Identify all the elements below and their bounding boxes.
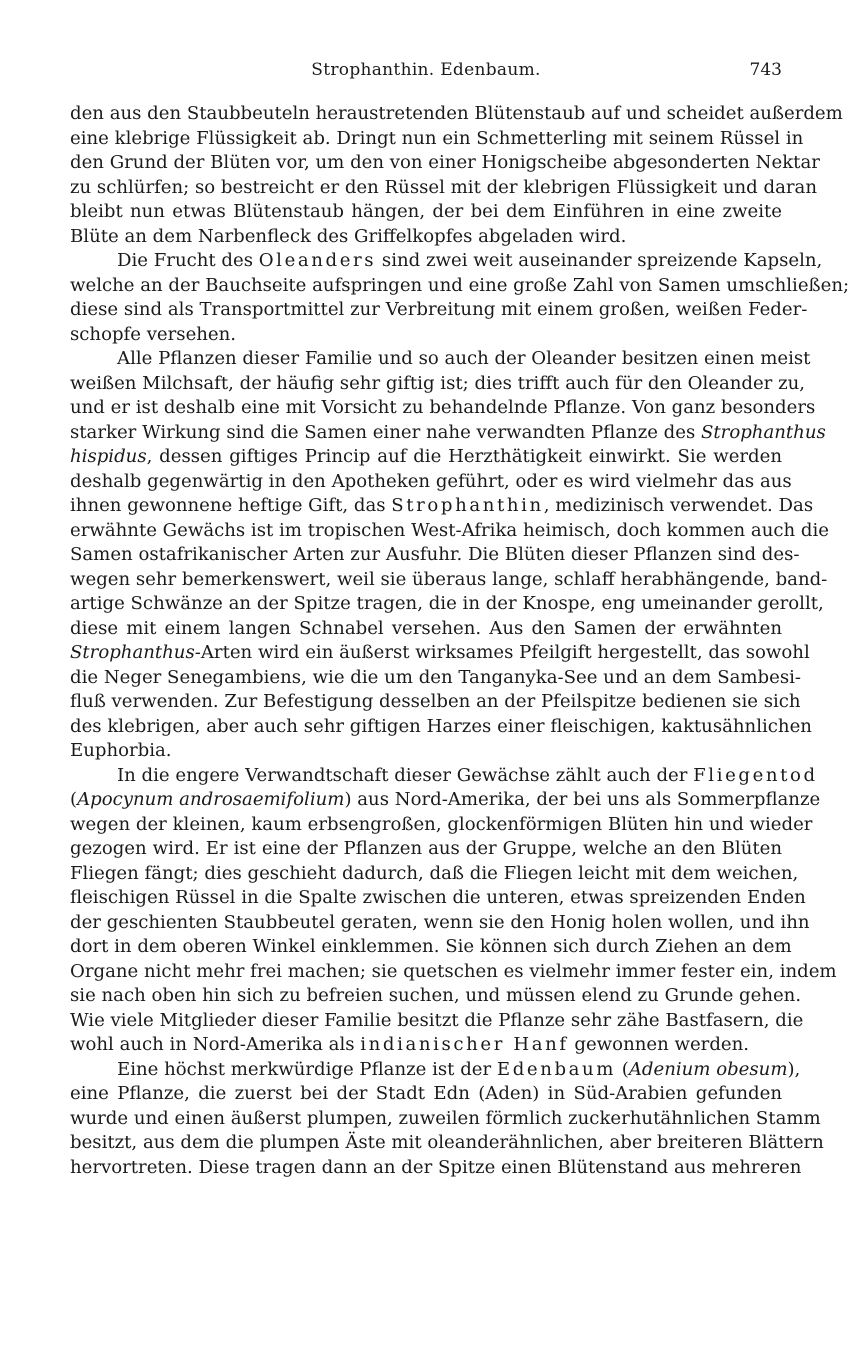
line-text: Die Frucht des: [117, 250, 259, 271]
line-text: starker Wirkung sind die Samen einer nahe verwandten Pflanze des: [70, 421, 702, 443]
line-text: artige Schwänze an der Spitze tragen, die in der Knospe, eng umeinander gerollt,: [70, 593, 824, 614]
line-text: besitzt, aus dem die plumpen Äste mit oleanderähnlichen, aber breiteren Blättern: [70, 1132, 824, 1153]
text-line: [70, 421, 826, 446]
line-text: des klebrigen, aber auch sehr giftigen Harzes einer fleischigen, kaktusähnlichen: [70, 715, 812, 737]
text-line: [70, 960, 837, 985]
spaced-term: Strophanthin: [391, 495, 544, 516]
text-line: [70, 1156, 802, 1181]
text-line: [70, 1107, 821, 1132]
spaced-term: Oleanders: [258, 250, 377, 271]
text-line: [70, 1009, 804, 1034]
line-text: wegen sehr bemerkenswert, weil sie überaus lange, schlaff herabhängende, band-: [70, 568, 828, 590]
italic-term: Apocynum androsaemifolium: [77, 789, 345, 810]
text-line: [70, 739, 782, 764]
text-line: [70, 127, 804, 152]
text-line: [70, 764, 818, 789]
text-line: [70, 641, 810, 666]
line-text: gewonnen werden.: [568, 1034, 750, 1055]
line-text: zu schlürfen; so bestreicht er den Rüssel mit der klebrigen Flüssigkeit und daran: [70, 176, 817, 198]
line-text: fleischigen Rüssel in die Spalte zwischen die unteren, etwas spreizenden Enden: [70, 887, 806, 908]
text-line: [70, 298, 808, 323]
text-line: [70, 715, 812, 740]
text-line: [70, 176, 817, 201]
line-text: Organe nicht mehr frei machen; sie quetschen es vielmehr immer fester ein, indem: [70, 960, 837, 982]
line-text: (: [70, 789, 78, 810]
italic-term: hispidus: [70, 446, 147, 467]
text-line: [70, 862, 799, 887]
line-text: wohl auch in Nord-Amerika als: [70, 1034, 361, 1055]
line-text: hervortreten. Diese tragen dann an der Spitze einen Blütenstand aus mehreren: [70, 1156, 802, 1178]
text-line: [70, 788, 821, 813]
text-line: [70, 372, 806, 397]
line-text: , dessen giftiges Princip auf die Herzthätigkeit einwirkt. Sie werden: [146, 446, 782, 467]
line-text: Samen ostafrikanischer Arten zur Ausfuhr. Die Blüten dieser Pflanzen sind des-: [70, 544, 800, 565]
spaced-term: Edenbaum: [496, 1058, 617, 1080]
line-text: dort in dem oberen Winkel einklemmen. Sie können sich durch Ziehen an dem: [70, 936, 792, 957]
line-text: die Neger Senegambiens, wie die um den Tanganyka-See und an dem Sambesi-: [70, 666, 802, 688]
italic-term: Strophanthus: [70, 642, 195, 663]
text-line: [70, 445, 782, 470]
text-line: [70, 200, 782, 225]
text-line: [70, 813, 813, 838]
body-text: [70, 102, 850, 1180]
text-line: [70, 470, 792, 495]
line-text: sie nach oben hin sich zu befreien suchen, und müssen elend zu Grunde gehen.: [70, 985, 802, 1006]
text-line: [70, 396, 816, 421]
text-line: [70, 935, 792, 960]
line-text: weißen Milchsaft, der häufig sehr giftig ist; dies trifft auch für den Oleander zu,: [70, 372, 806, 394]
text-line: [70, 1033, 782, 1058]
line-text: Euphorbia.: [70, 740, 172, 761]
text-line: [70, 151, 820, 176]
line-text: ),: [787, 1058, 801, 1080]
line-text: schopfe versehen.: [70, 323, 237, 345]
text-line: [70, 1131, 824, 1156]
line-text: Fliegen fängt; dies geschieht dadurch, daß die Fliegen leicht mit dem weichen,: [70, 862, 799, 884]
text-line: [70, 519, 829, 544]
line-text: sind zwei weit auseinander spreizende Kapseln,: [376, 250, 823, 271]
text-line: [70, 225, 782, 250]
text-line: [70, 543, 800, 568]
text-line: [70, 249, 823, 274]
spaced-term: Fliegentod: [693, 764, 818, 786]
line-text: diese mit einem langen Schnabel versehen. Aus den Samen der erwähnten: [70, 617, 782, 639]
text-line: [70, 984, 802, 1009]
line-text: -Arten wird ein äußerst wirksames Pfeilgift hergestellt, das sowohl: [194, 642, 810, 663]
line-text: Blüte an dem Narbenfleck des Griffelkopfes abgeladen wird.: [70, 225, 627, 247]
running-head-title: Strophanthin. Edenbaum.: [311, 60, 541, 80]
text-line: [70, 666, 802, 691]
line-text: ihnen gewonnene heftige Gift, das: [70, 495, 392, 516]
line-text: und er ist deshalb eine mit Vorsicht zu behandelnde Pflanze. Von ganz besonders: [70, 397, 816, 418]
text-line: [70, 690, 801, 715]
line-text: (: [616, 1058, 629, 1080]
line-text: bleibt nun etwas Blütenstaub hängen, der bei dem Einführen in eine zweite: [70, 201, 782, 222]
line-text: gezogen wird. Er ist eine der Pflanzen aus der Gruppe, welche an den Blüten: [70, 838, 782, 859]
text-line: [70, 568, 828, 593]
line-text: diese sind als Transportmittel zur Verbreitung mit einem großen, weißen Feder-: [70, 299, 808, 320]
line-text: Alle Pflanzen dieser Familie und so auch der Oleander besitzen einen meist: [117, 348, 811, 369]
line-text: wegen der kleinen, kaum erbsengroßen, glockenförmigen Blüten hin und wieder: [70, 813, 813, 835]
line-text: Wie viele Mitglieder dieser Familie besitzt die Pflanze sehr zähe Bastfasern, die: [70, 1009, 804, 1031]
text-line: [70, 592, 824, 617]
spaced-term: indianischer Hanf: [360, 1034, 569, 1055]
line-text: eine Pflanze, die zuerst bei der Stadt Edn (Aden) in Süd-Arabien gefunden: [70, 1083, 782, 1104]
line-text: Eine höchst merkwürdige Pflanze ist der: [117, 1058, 497, 1080]
text-line: [70, 886, 806, 911]
text-line: [70, 274, 850, 299]
line-text: der geschienten Staubbeutel geraten, wenn sie den Honig holen wollen, und ihn: [70, 911, 810, 933]
text-line: [70, 1058, 801, 1083]
running-head: [70, 60, 782, 86]
line-text: , medizinisch verwendet. Das: [543, 495, 814, 516]
text-line: [70, 837, 782, 862]
page-number: 743: [749, 60, 782, 80]
line-text: welche an der Bauchseite aufspringen und eine große Zahl von Samen umschließen;: [70, 274, 850, 296]
line-text: den Grund der Blüten vor, um den von einer Honigscheibe abgesonderten Nektar: [70, 152, 820, 173]
line-text: deshalb gegenwärtig in den Apotheken geführt, oder es wird vielmehr das aus: [70, 470, 792, 492]
italic-term: Strophanthus: [701, 421, 826, 443]
line-text: wurde und einen äußerst plumpen, zuweilen förmlich zuckerhutähnlichen Stamm: [70, 1107, 821, 1129]
line-text: den aus den Staubbeuteln heraustretenden Blütenstaub auf und scheidet außerdem: [70, 103, 843, 124]
line-text: ) aus Nord-Amerika, der bei uns als Sommerpflanze: [344, 789, 821, 810]
line-text: erwähnte Gewächs ist im tropischen West-Afrika heimisch, doch kommen auch die: [70, 519, 829, 541]
text-line: [70, 102, 843, 127]
italic-term: Adenium obesum: [628, 1058, 788, 1080]
text-line: [70, 347, 811, 372]
line-text: fluß verwenden. Zur Befestigung desselben an der Pfeilspitze bedienen sie sich: [70, 691, 801, 712]
text-line: [70, 1082, 782, 1107]
text-line: [70, 617, 782, 642]
line-text: eine klebrige Flüssigkeit ab. Dringt nun ein Schmetterling mit seinem Rüssel in: [70, 127, 804, 149]
text-line: [70, 911, 810, 936]
line-text: In die engere Verwandtschaft dieser Gewächse zählt auch der: [117, 764, 694, 786]
text-line: [70, 323, 782, 348]
text-line: [70, 494, 814, 519]
